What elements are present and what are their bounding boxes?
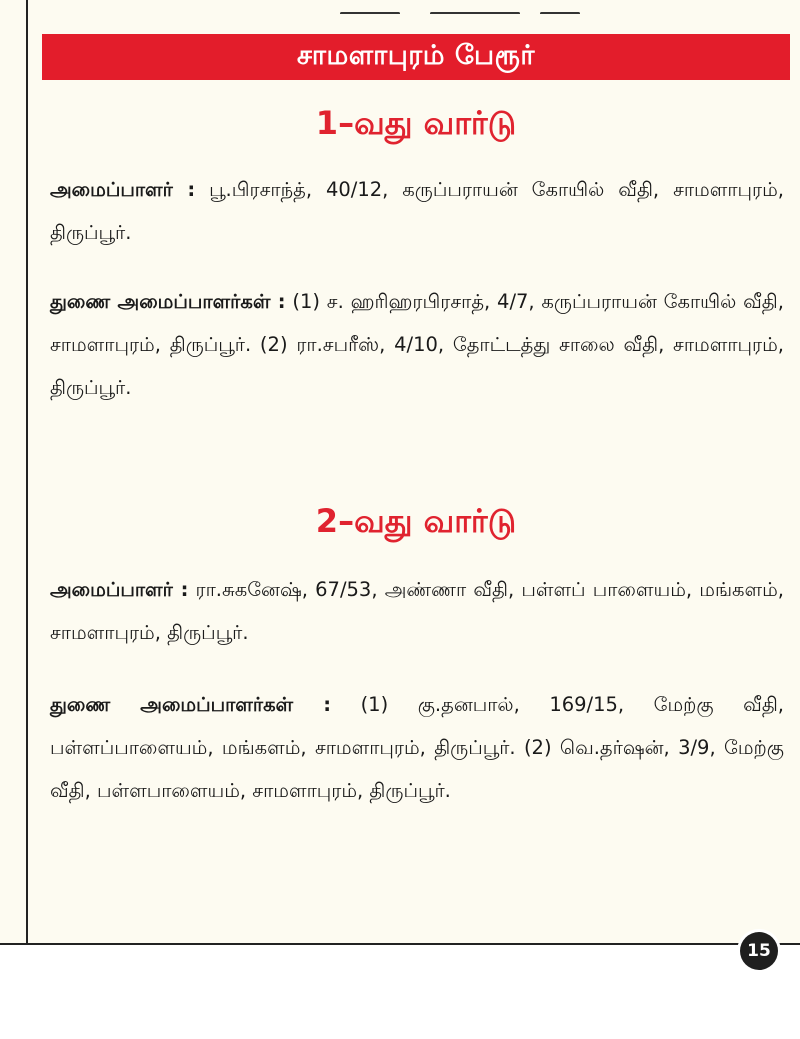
organizer-label: அமைப்பாளர் : <box>50 578 189 601</box>
ward-1-organizer <box>50 168 784 254</box>
page-number-badge: 15 <box>740 932 778 970</box>
ward-2-deputies <box>50 683 784 812</box>
organizer-details: ரா.சுகனேஷ், 67/53, அண்ணா வீதி, பள்ளப் பாளையம், மங்களம், சாமளாபுரம், திருப்பூர். <box>50 578 784 644</box>
organizer-label: அமைப்பாளர் : <box>50 178 196 201</box>
deputies-label: துணை அமைப்பாளர்கள் : <box>50 693 332 716</box>
ward-2-organizer <box>50 568 784 654</box>
ward-heading-1: 1–வது வார்டு <box>315 104 517 142</box>
ward-1-deputies <box>50 280 784 409</box>
section-banner <box>42 34 790 80</box>
left-margin-rule <box>26 0 28 944</box>
organizer-details: பூ.பிரசாந்த், 40/12, கருப்பராயன் கோயில் வீதி, சாமளாபுரம், திருப்பூர். <box>50 178 785 244</box>
footer-band <box>0 945 800 1039</box>
deputies-details: (1) ச. ஹரிஹரபிரசாத், 4/7, கருப்பராயன் கோயில் வீதி, சாமளாபுரம், திருப்பூர். (2) ரா.சபரீஸ், 4/10, தோட்டத்து சாலை வீதி, சாமளாபுரம், திருப்பூர். <box>50 290 784 399</box>
cropped-previous-text <box>40 0 600 14</box>
banner-title: சாமளாபுரம் பேரூர் <box>296 39 536 71</box>
deputies-details: (1) கு.தனபால், 169/15, மேற்கு வீதி, பள்ளப்பாளையம், மங்களம், சாமளாபுரம், திருப்பூர். (2) வெ.தர்ஷன், 3/9, மேற்கு வீதி, பள்ளபாளையம், சாமளாபுரம், திருப்பூர். <box>50 693 784 802</box>
deputies-label: துணை அமைப்பாளர்கள் : <box>50 290 286 313</box>
ward-heading-2: 2–வது வார்டு <box>315 502 517 540</box>
